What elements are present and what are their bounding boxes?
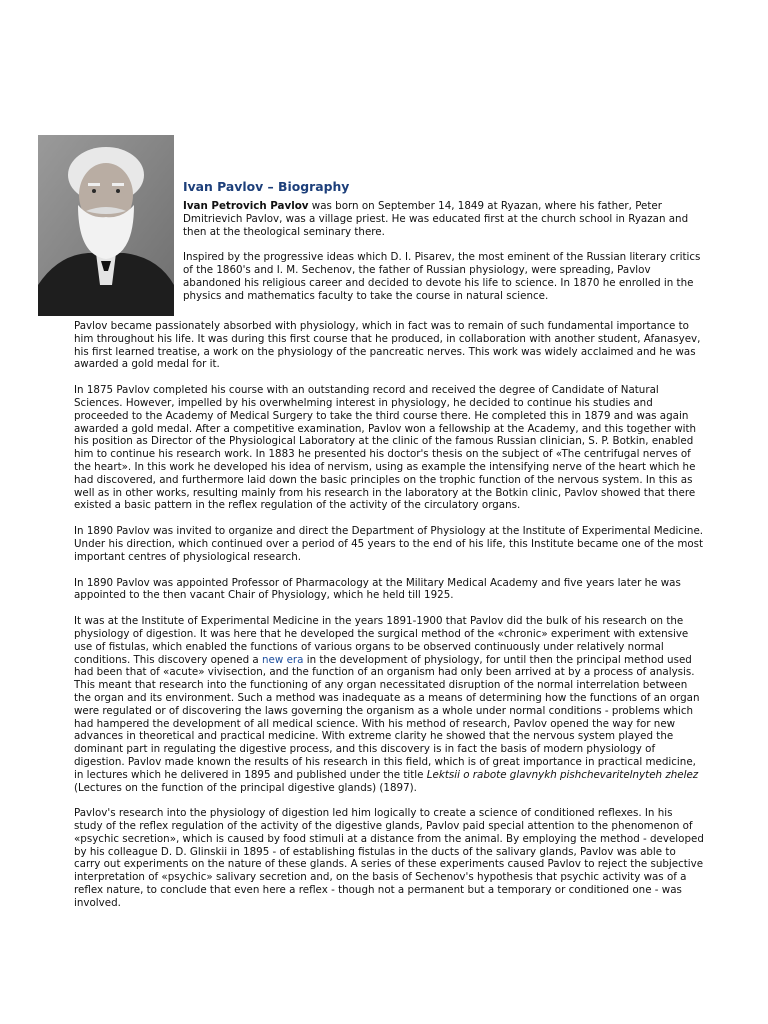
new-era-link[interactable]: new era [262,653,304,666]
paragraph: Inspired by the progressive ideas which D. I. Pisarev, the most eminent of the Russian literary critics of the 1860's and I. M. Sechenov, the father of Russian physiology, were spreading, Pavlov abandoned his religious career and decided to devote his life to science. In 1870 he enrolled in the physics and mathematics faculty to take the course in natural science. [183,251,701,302]
paragraph: It was at the Institute of Experimental Medicine in the years 1891-1900 that Pavlov did the bulk of his research on the physiology of digestion. It was here that he developed the surgical method of the «chronic» experiment with extensive use of fistulas, which enabled the functions of various organs to be observed continuously under relatively normal conditions. This discovery opened a new era in the development of physiology, for until then the principal method used had been that of «acute» vivisection, and the function of an organism had only been arrived at by a process of analysis. This meant that research into the functioning of any organ necessitated disruption of the normal interrelation between the organ and its environment. Such a method was inadequate as a means of determining how the functions of an organ were regulated or of discovering the laws governing the organism as a whole under normal conditions - problems which had hampered the development of all medical science. With his method of research, Pavlov opened the way for new advances in theoretical and practical medicine. With extreme clarity he showed that the nervous system played the dominant part in regulating the digestive process, and this discovery is in fact the basis of modern physiology of digestion. Pavlov made known the results of his research in this field, which is of great importance in practical medicine, in lectures which he delivered in 1895 and published under the title Lektsii o rabote glavnykh pishchevaritelnyteh zhelez (Lectures on the function of the principal digestive glands) (1897). [74,615,700,794]
paragraph: Pavlov's research into the physiology of digestion led him logically to create a science of conditioned reflexes. In his study of the reflex regulation of the activity of the digestive glands, Pavlov paid special attention to the phenomenon of «psychic secretion», which is caused by food stimuli at a distance from the animal. By employing the method - developed by his colleague D. D. Glinskii in 1895 - of establishing fistulas in the ducts of the salivary glands, Pavlov was able to carry out experiments on the nature of these glands. A series of these experiments caused Pavlov to reject the subjective interpretation of «psychic» salivary secretion and, on the basis of Sechenov's hypothesis that psychic activity was of a reflex nature, to conclude that even here a reflex - though not a permanent but a temporary or conditioned one - was involved. [74,807,704,909]
subject-name: Ivan Petrovich Pavlov [183,200,309,212]
paragraph: Pavlov became passionately absorbed with physiology, which in fact was to remain of such fundamental importance to him throughout his life. It was during this first course that he produced, in collaboration with another student, Afanasyev, his first learned treatise, a work on the physiology of the pancreatic nerves. This work was widely acclaimed and he was awarded a gold medal for it. [74,320,701,371]
paragraph: In 1875 Pavlov completed his course with an outstanding record and received the degree of Candidate of Natural Sciences. However, impelled by his overwhelming interest in physiology, he decided to continue his studies and proceeded to the Academy of Medical Surgery to take the third course there. He completed this in 1879 and was again awarded a gold medal. After a competitive examination, Pavlov won a fellowship at the Academy, and this together with his position as Director of the Physiological Laboratory at the clinic of the famous Russian clinician, S. P. Botkin, enabled him to continue his research work. In 1883 he presented his doctor's thesis on the subject of «The centrifugal nerves of the heart». In this work he developed his idea of nervism, using as example the intensifying nerve of the heart which he had discovered, and furthermore laid down the basic principles on the trophic function of the nervous system. In this as well as in other works, resulting mainly from his research in the laboratory at the Botkin clinic, Pavlov showed that there existed a basic pattern in the reflex regulation of the activity of the circulatory organs. [74,384,697,512]
paragraph: In 1890 Pavlov was invited to organize and direct the Department of Physiology at the Institute of Experimental Medicine. Under his direction, which continued over a period of 45 years to the end of his life, this Institute became one of the most important centres of physiological research. [74,525,704,563]
intro-section [183,200,703,316]
main-text [74,320,704,923]
portrait-photo [38,135,174,316]
page-title: Ivan Pavlov – Biography [183,179,350,194]
paragraph: In 1890 Pavlov was appointed Professor of Pharmacology at the Military Medical Academy and five years later he was appointed to the then vacant Chair of Physiology, which he held till 1925. [74,576,681,602]
paragraph: Ivan Petrovich Pavlov was born on September 14, 1849 at Ryazan, where his father, Peter Dmitrievich Pavlov, was a village priest. He was educated first at the church school in Ryazan and then at the theological seminary there. [183,200,689,238]
book-title: Lektsii o rabote glavnykh pishchevaritelnyteh zhelez [426,768,699,781]
